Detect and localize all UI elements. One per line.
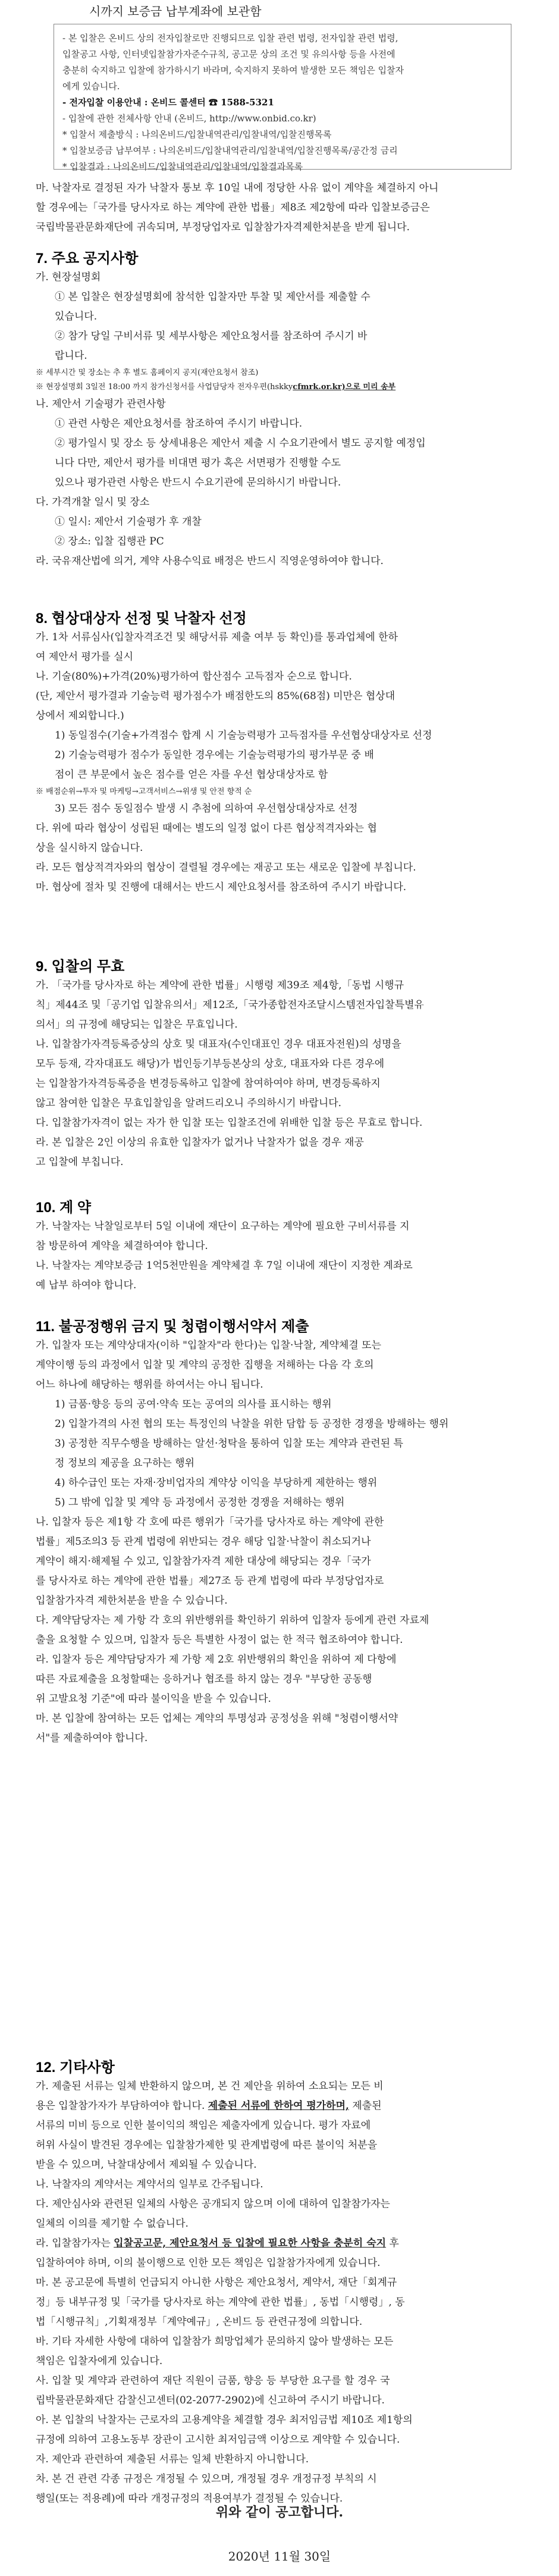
paragraph-line: 할 경우에는「국가를 당사자로 하는 계약에 관한 법률」제8조 제2항에 따라 입찰보증금은 [36, 202, 430, 214]
paragraph-line: 허위 사실이 발견된 경우에는 입찰참가제한 및 관계법령에 따른 불이익 처분을 [36, 2139, 378, 2151]
paragraph-line: (단, 제안서 평가결과 기술능력 평가점수가 배점한도의 85%(68점) 미만은 협상대 [36, 690, 395, 702]
paragraph-line: 다. 위에 따라 협상이 성립된 때에는 별도의 일정 없이 다른 협상적격자와는 협 [36, 822, 377, 834]
paragraph-line: 라. 국유재산법에 의거, 계약 사용수익료 배정은 반드시 직영운영하여야 합니다. [36, 555, 384, 567]
paragraph-line: 여 제안서 평가를 실시 [36, 651, 134, 663]
info-link: * 입찰결과 : 나의온비드/입찰내역관리/입찰내역/입찰결과목록 [62, 161, 303, 172]
paragraph-line: 의서」의 규정에 해당되는 입찰은 무효입니다. [36, 1019, 238, 1031]
paragraph-line: ① 관련 사항은 제안요청서를 참조하여 주시기 바랍니다. [55, 418, 303, 430]
paragraph-line: 다. 가격개찰 일시 및 장소 [36, 496, 150, 508]
paragraph-line: 법률」제5조의3 등 관계 법령에 위반되는 경우 해당 입찰·낙찰이 취소되거나 [36, 1536, 371, 1548]
paragraph-line: 않고 참여한 입찰은 무효입찰임을 알려드리오니 주의하시기 바랍니다. [36, 1097, 342, 1109]
paragraph-line: 가. 「국가를 당사자로 하는 계약에 관한 법률」시행령 제39조 제4항,「동법 시행규 [36, 979, 404, 991]
paragraph-line: 다. 계약담당자는 제 가항 각 호의 위반행위를 확인하기 위하여 입찰자 등에게 관련 자료제 [36, 1614, 429, 1626]
paragraph-line: 행일(또는 적용례)에 따라 개정규정의 적용여부가 결정될 수 있습니다. [36, 2493, 343, 2505]
section-11 [36, 1318, 529, 1748]
paragraph-line: 법「시행규칙」,기획재정부「계약예규」, 온비드 등 관련규정에 의합니다. [36, 2316, 363, 2328]
paragraph-line: 모두 등재, 각자대표도 해당)가 법인등기부등본상의 상호, 대표자와 다른 경우에 [36, 1058, 385, 1070]
paragraph-line: ② 장소: 입찰 집행관 PC [55, 536, 164, 547]
paragraph-line: 라. 입찰자 등은 계약담당자가 제 가항 제 2호 위반행위의 확인을 위하여 제 다항에 [36, 1654, 397, 1666]
paragraph-line: 니다 다만, 제안서 평가를 비대면 평가 혹은 서면평가 진행할 수도 [55, 457, 341, 469]
pre-section-7 [36, 179, 529, 237]
paragraph-line: 라. 본 입찰은 2인 이상의 유효한 입찰자가 없거나 낙찰자가 없을 경우 재공 [36, 1137, 364, 1148]
paragraph-line: 계약이 해지·해제될 수 있고, 입찰참가자격 제한 대상에 해당되는 경우「국가 [36, 1555, 371, 1567]
paragraph-line: 상에서 제외합니다.) [36, 710, 124, 722]
paragraph-line: 2) 기술능력평가 점수가 동일한 경우에는 기술능력평가의 평가부문 중 배 [55, 749, 374, 761]
paragraph-line: ① 일시: 제안서 기술평가 후 개찰 [55, 516, 202, 528]
paragraph-line: 마. 낙찰자로 결정된 자가 낙찰자 통보 후 10일 내에 정당한 사유 없이 계약을 체결하지 아니 [36, 182, 439, 194]
paragraph-line: 국립박물관문화재단에 귀속되며, 부정당업자로 입찰참가자격제한처분을 받게 됩니다. [36, 221, 410, 233]
paragraph-line: 일체의 이의를 제기할 수 없습니다. [36, 2218, 189, 2230]
paragraph-line: 정 정보의 제공을 요구하는 행위 [55, 1457, 195, 1469]
paragraph-line: 나. 기술(80%)+가격(20%)평가하여 합산점수 고득점자 순으로 합니다. [36, 671, 352, 683]
paragraph-line: 가. 1차 서류심사(입찰자격조건 및 해당서류 제출 여부 등 확인)를 통과업체에 한하 [36, 631, 398, 643]
paragraph-line: 자. 제안과 관련하여 제출된 서류는 일체 반환하지 아니합니다. [36, 2453, 309, 2465]
paragraph-line: 5) 그 밖에 입찰 및 계약 등 과정에서 공정한 경쟁을 저해하는 행위 [55, 1497, 345, 1508]
paragraph-line: 용은 입찰참가자가 부담하여야 합니다. 제출된 서류에 한하여 평가하며, 제출된 [36, 2100, 382, 2112]
section-7 [36, 250, 529, 571]
emphasis-text: 입찰공고문, 제안요청서 등 입찰에 필요한 사항을 충분히 숙지 [114, 2237, 387, 2249]
section-8 [36, 610, 529, 897]
section-heading: 10. 계 약 [36, 1200, 92, 1216]
paragraph-line: 라. 입찰참가자는 입찰공고문, 제안요청서 등 입찰에 필요한 사항을 충분히 숙지 후 [36, 2237, 399, 2249]
section-10 [36, 1199, 529, 1295]
paragraph-line: 가. 입찰자 또는 계약상대자(이하 "입찰자"라 한다)는 입찰·낙찰, 계약체결 또는 [36, 1339, 382, 1351]
note-line: ※ 세부시간 및 장소는 추 후 별도 홈페이지 공지(재안요청서 참조) [36, 368, 259, 377]
section-body [36, 2077, 529, 2509]
top-note: 시까지 보증금 납부계좌에 보관함 [89, 4, 262, 18]
paragraph-line: 따른 자료제출을 요청할때는 응하거나 협조를 하지 않는 경우 "부당한 공동행 [36, 1673, 372, 1685]
paragraph-line: ① 본 입찰은 현장설명회에 참석한 입찰자만 투찰 및 제안서를 제출할 수 [55, 291, 370, 303]
section-heading: 12. 기타사항 [36, 2059, 115, 2076]
section-body [36, 628, 529, 897]
onbid-site[interactable]: - 입찰에 관한 전체사항 안내 (온비드, http://www.onbid.co.kr) [62, 113, 316, 124]
paragraph-line: 입찰하여야 하며, 이의 불이행으로 인한 모든 책임은 입찰참가자에게 있습니다. [36, 2257, 381, 2269]
paragraph-line: 나. 제안서 기술평가 관련사항 [36, 398, 166, 410]
paragraph-line: 계약이행 등의 과정에서 입찰 및 계약의 공정한 집행을 저해하는 다음 각 호의 [36, 1359, 374, 1371]
paragraph-line: 사. 입찰 및 계약과 관련하여 재단 직원이 금품, 향응 등 부당한 요구를 할 경우 국 [36, 2375, 390, 2387]
paragraph-line: 나. 낙찰자는 계약보증금 1억5천만원을 계약체결 후 7일 이내에 재단이 지정한 계좌로 [36, 1260, 413, 1272]
paragraph-line: 바. 기타 자세한 사항에 대하여 입찰참가 희망업체가 문의하지 않아 발생하는 모든 [36, 2336, 394, 2347]
paragraph-line: 1) 금품·향응 등의 공여·약속 또는 공여의 의사를 표시하는 행위 [55, 1398, 332, 1410]
paragraph-line: 라. 모든 협상적격자와의 협상이 결렬될 경우에는 재공고 또는 새로운 입찰에 부칩니다. [36, 862, 416, 874]
paragraph-line: 랍니다. [55, 350, 87, 362]
paragraph-line: 있습니다. [55, 311, 98, 323]
paragraph-line: 3) 공정한 직무수행을 방해하는 알선·청탁을 통하여 입찰 또는 계약과 관련된 특 [55, 1438, 403, 1450]
paragraph-line: 서류의 미비 등으로 인한 불이익의 책임은 제출자에게 있습니다. 평가 자료에 [36, 2120, 371, 2131]
paragraph-line: 나. 입찰참가자격등록증상의 상호 및 대표자(수인대표인 경우 대표자전원)의 성명을 [36, 1038, 401, 1050]
paragraph-line: 마. 협상에 절차 및 진행에 대해서는 반드시 제안요청서를 참조하여 주시기 바랍니다. [36, 881, 407, 893]
paragraph-line: 차. 본 건 관련 각종 규정은 개정될 수 있으며, 개정될 경우 개정규정 부칙의 시 [36, 2473, 377, 2485]
note-line: ※ 현장설명회 3일전 18:00 까지 참가신청서를 사업담당자 전자우편(hskkycfmrk.or.kr)으로 미리 송부 [36, 383, 396, 392]
section-9 [36, 958, 529, 1172]
section-body [36, 268, 529, 571]
paragraph-line: 나. 낙찰자의 계약서는 계약서의 일부로 간주됩니다. [36, 2179, 263, 2190]
paragraph-line: 3) 모든 점수 동일점수 발생 시 추첨에 의하여 우선협상대상자로 선정 [55, 803, 358, 815]
paragraph-line: 예 납부 하여야 합니다. [36, 1279, 137, 1291]
section-body [36, 976, 529, 1172]
paragraph-line: 가. 제출된 서류는 일체 반환하지 않으며, 본 건 제안을 위하여 소요되는 모든 비 [36, 2080, 384, 2092]
paragraph-line: 1) 동일점수(기술+가격점수 합계 시 기술능력평가 고득점자를 우선협상대상자로 선정 [55, 730, 432, 741]
paragraph-line: 는 입찰참가자격등록증을 변경등록하고 입찰에 참여하여야 하며, 변경등록하지 [36, 1078, 381, 1090]
section-heading: 8. 협상대상자 선정 및 낙찰자 선정 [36, 611, 247, 627]
section-heading: 9. 입찰의 무효 [36, 959, 125, 975]
paragraph-line: 받을 수 있으며, 낙찰대상에서 제외될 수 있습니다. [36, 2159, 257, 2171]
paragraph-line: 고 입찰에 부칩니다. [36, 1156, 124, 1168]
paragraph-line: 참 방문하여 계약을 체결하여야 합니다. [36, 1240, 208, 1252]
paragraph-line: 다. 입찰참가자격이 없는 자가 한 입찰 또는 입찰조건에 위배한 입찰 등은 무효로 합니다. [36, 1117, 423, 1129]
info-row: - 본 입찰은 온비드 상의 전자입찰로만 진행되므로 입찰 관련 법령, 전자입찰 관련 법령, [62, 33, 398, 43]
info-link: * 입찰서 제출방식 : 나의온비드/입찰내역관리/입찰내역/입찰진행목록 [62, 129, 332, 140]
paragraph-line: 가. 현장설명회 [36, 271, 101, 283]
paragraph-line: 마. 본 입찰에 참여하는 모든 업체는 계약의 투명성과 공정성을 위해 "청렴이행서약 [36, 1713, 398, 1724]
paragraph-line: 아. 본 입찰의 낙찰자는 근로자의 고용계약을 체결할 경우 최저임금법 제10조 제1항의 [36, 2414, 413, 2426]
paragraph-line: 립박물관문화재단 감찰신고센터(02-2077-2902)에 신고하여 주시기 바랍니다. [36, 2395, 385, 2406]
emphasis-text: cfmrk.or.kr)으로 미리 송부 [293, 383, 396, 392]
info-row: 입찰공고 사항, 인터넷입찰참가자준수규칙, 공고문 상의 조건 및 유의사항 등을 사전에 [62, 49, 395, 60]
info-row: 충분히 숙지하고 입찰에 참가하시기 바라며, 숙지하지 못하여 발생한 모든 책임은 입찰자 [62, 65, 404, 76]
paragraph-line: 점이 큰 부문에서 높은 점수를 얻은 자를 우선 협상대상자로 함 [55, 769, 328, 781]
notice-date: 2020년 11월 30일 [228, 2549, 331, 2564]
paragraph-line: ② 참가 당일 구비서류 및 세부사항은 제안요청서를 참조하여 주시기 바 [55, 330, 368, 342]
emphasis-text: 제출된 서류에 한하여 평가하며, [208, 2100, 349, 2112]
paragraph-line: 출을 요청할 수 있으며, 입찰자 등은 특별한 사정이 없는 한 적극 협조하여야 합니다. [36, 1634, 403, 1646]
paragraph-line: 가. 낙찰자는 낙찰일로부터 5일 이내에 재단이 요구하는 계약에 필요한 구비서류를 지 [36, 1220, 410, 1232]
onbid-info-box [54, 24, 511, 170]
paragraph-line: 입찰참가자격 제한처분을 받을 수 있습니다. [36, 1595, 228, 1607]
helpline: - 전자입찰 이용안내 : 온비드 콜센터 ☎ 1588-5321 [62, 97, 274, 108]
paragraph-line: 마. 본 공고문에 특별히 언급되지 아니한 사항은 제안요청서, 계약서, 재단「회계규 [36, 2277, 397, 2289]
paragraph-line: 규정에 의하여 고용노동부 장관이 고시한 최저임금액 이상으로 계약할 수 있습니다. [36, 2434, 400, 2446]
paragraph-line: 서"를 제출하여야 합니다. [36, 1732, 148, 1744]
section-body [36, 1217, 529, 1295]
note-line: ※ 배점순위→투자 및 마케팅→고객서비스→위생 및 안전 향적 순 [36, 787, 252, 796]
paragraph-line: ② 평가일시 및 장소 등 상세내용은 제안서 제출 시 수요기관에서 별도 공지할 예정입 [55, 437, 426, 449]
paragraph-line: 있으나 평가관련 사항은 반드시 수요기관에 문의하시기 바랍니다. [55, 477, 341, 489]
closing-statement: 위와 같이 공고합니다. [215, 2505, 344, 2520]
info-row: 에게 있습니다. [62, 81, 120, 92]
paragraph-line: 나. 입찰자 등은 제1항 각 호에 따른 행위가「국가를 당사자로 하는 계약에 관한 [36, 1516, 384, 1528]
paragraph-line: 를 당사자로 하는 계약에 관한 법률」제27조 등 관계 법령에 따라 부정당업자로 [36, 1575, 384, 1587]
paragraph-line: 정」등 내부규정 및「국가를 당사자로 하는 계약에 관한 법률」, 동법「시행령」, 동 [36, 2296, 405, 2308]
section-heading: 7. 주요 공지사항 [36, 251, 139, 267]
info-link: * 입찰보증금 납부여부 : 나의온비드/입찰내역관리/입찰내역/입찰진행목록/공간정 금리 [62, 145, 398, 156]
paragraph-line: 칙」제44조 및「공기업 입찰유의서」제12조,「국가종합전자조달시스템전자입찰특별유 [36, 999, 424, 1011]
paragraph-line: 어느 하나에 해당하는 행위를 하여서는 아니 됩니다. [36, 1379, 263, 1391]
paragraph-line: 2) 입찰가격의 사전 협의 또는 특정인의 낙찰을 위한 담합 등 공정한 경쟁을 방해하는 행위 [55, 1418, 449, 1430]
paragraph-line: 4) 하수급인 또는 자재·장비업자의 계약상 이익을 부당하게 제한하는 행위 [55, 1477, 378, 1489]
paragraph-line: 다. 제안심사와 관련된 일체의 사항은 공개되지 않으며 이에 대하여 입찰참가자는 [36, 2198, 390, 2210]
paragraph-line: 위 고발요청 기준"에 따라 불이익을 받을 수 있습니다. [36, 1693, 271, 1705]
paragraph-line: 책임은 입찰자에게 있습니다. [36, 2355, 163, 2367]
section-heading: 11. 불공정행위 금지 및 청렴이행서약서 제출 [36, 1319, 309, 1335]
paragraph-line: 상을 실시하지 않습니다. [36, 842, 143, 854]
section-body [36, 1336, 529, 1748]
section-12 [36, 2059, 529, 2509]
